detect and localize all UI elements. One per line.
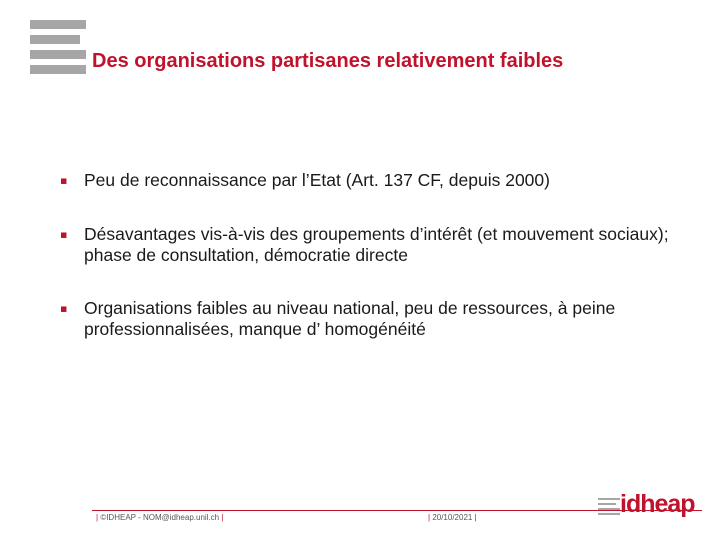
bullet-marker: ▪ [60, 174, 68, 187]
footer-separator: | [221, 513, 224, 522]
idheap-logo-text: idheap [620, 490, 695, 518]
bullet-marker: ▪ [60, 228, 68, 241]
footer-credit [96, 513, 223, 522]
bullet-text: Peu de reconnaissance par l’Etat (Art. 137 CF, depuis 2000) [84, 170, 550, 190]
logo-bars-icon [30, 20, 86, 76]
idheap-lines-icon [598, 498, 620, 514]
logo-bar [30, 50, 86, 59]
idheap-logo [598, 490, 695, 518]
footer-separator: | [96, 513, 99, 522]
logo-bar [30, 20, 86, 29]
footer-date [428, 513, 477, 522]
footer-date-text: 20/10/2021 [432, 513, 473, 522]
bullet-text: Désavantages vis-à-vis des groupements d’intérêt (et mouvement sociaux); phase de consultation, démocratie directe [84, 224, 669, 265]
slide-title: Des organisations partisanes relativement faibles [92, 50, 564, 72]
bullet-text: Organisations faibles au niveau national, peu de ressources, à peine professionnalisées, manque d’ homogénéité [84, 298, 616, 339]
footer-separator: | [428, 513, 431, 522]
logo-bar [30, 35, 80, 44]
footer-credit-text: ©IDHEAP - NOM@idheap.unil.ch [100, 513, 220, 522]
logo-bar [30, 65, 86, 74]
footer-separator: | [474, 513, 477, 522]
bullet-marker: ▪ [60, 302, 68, 315]
